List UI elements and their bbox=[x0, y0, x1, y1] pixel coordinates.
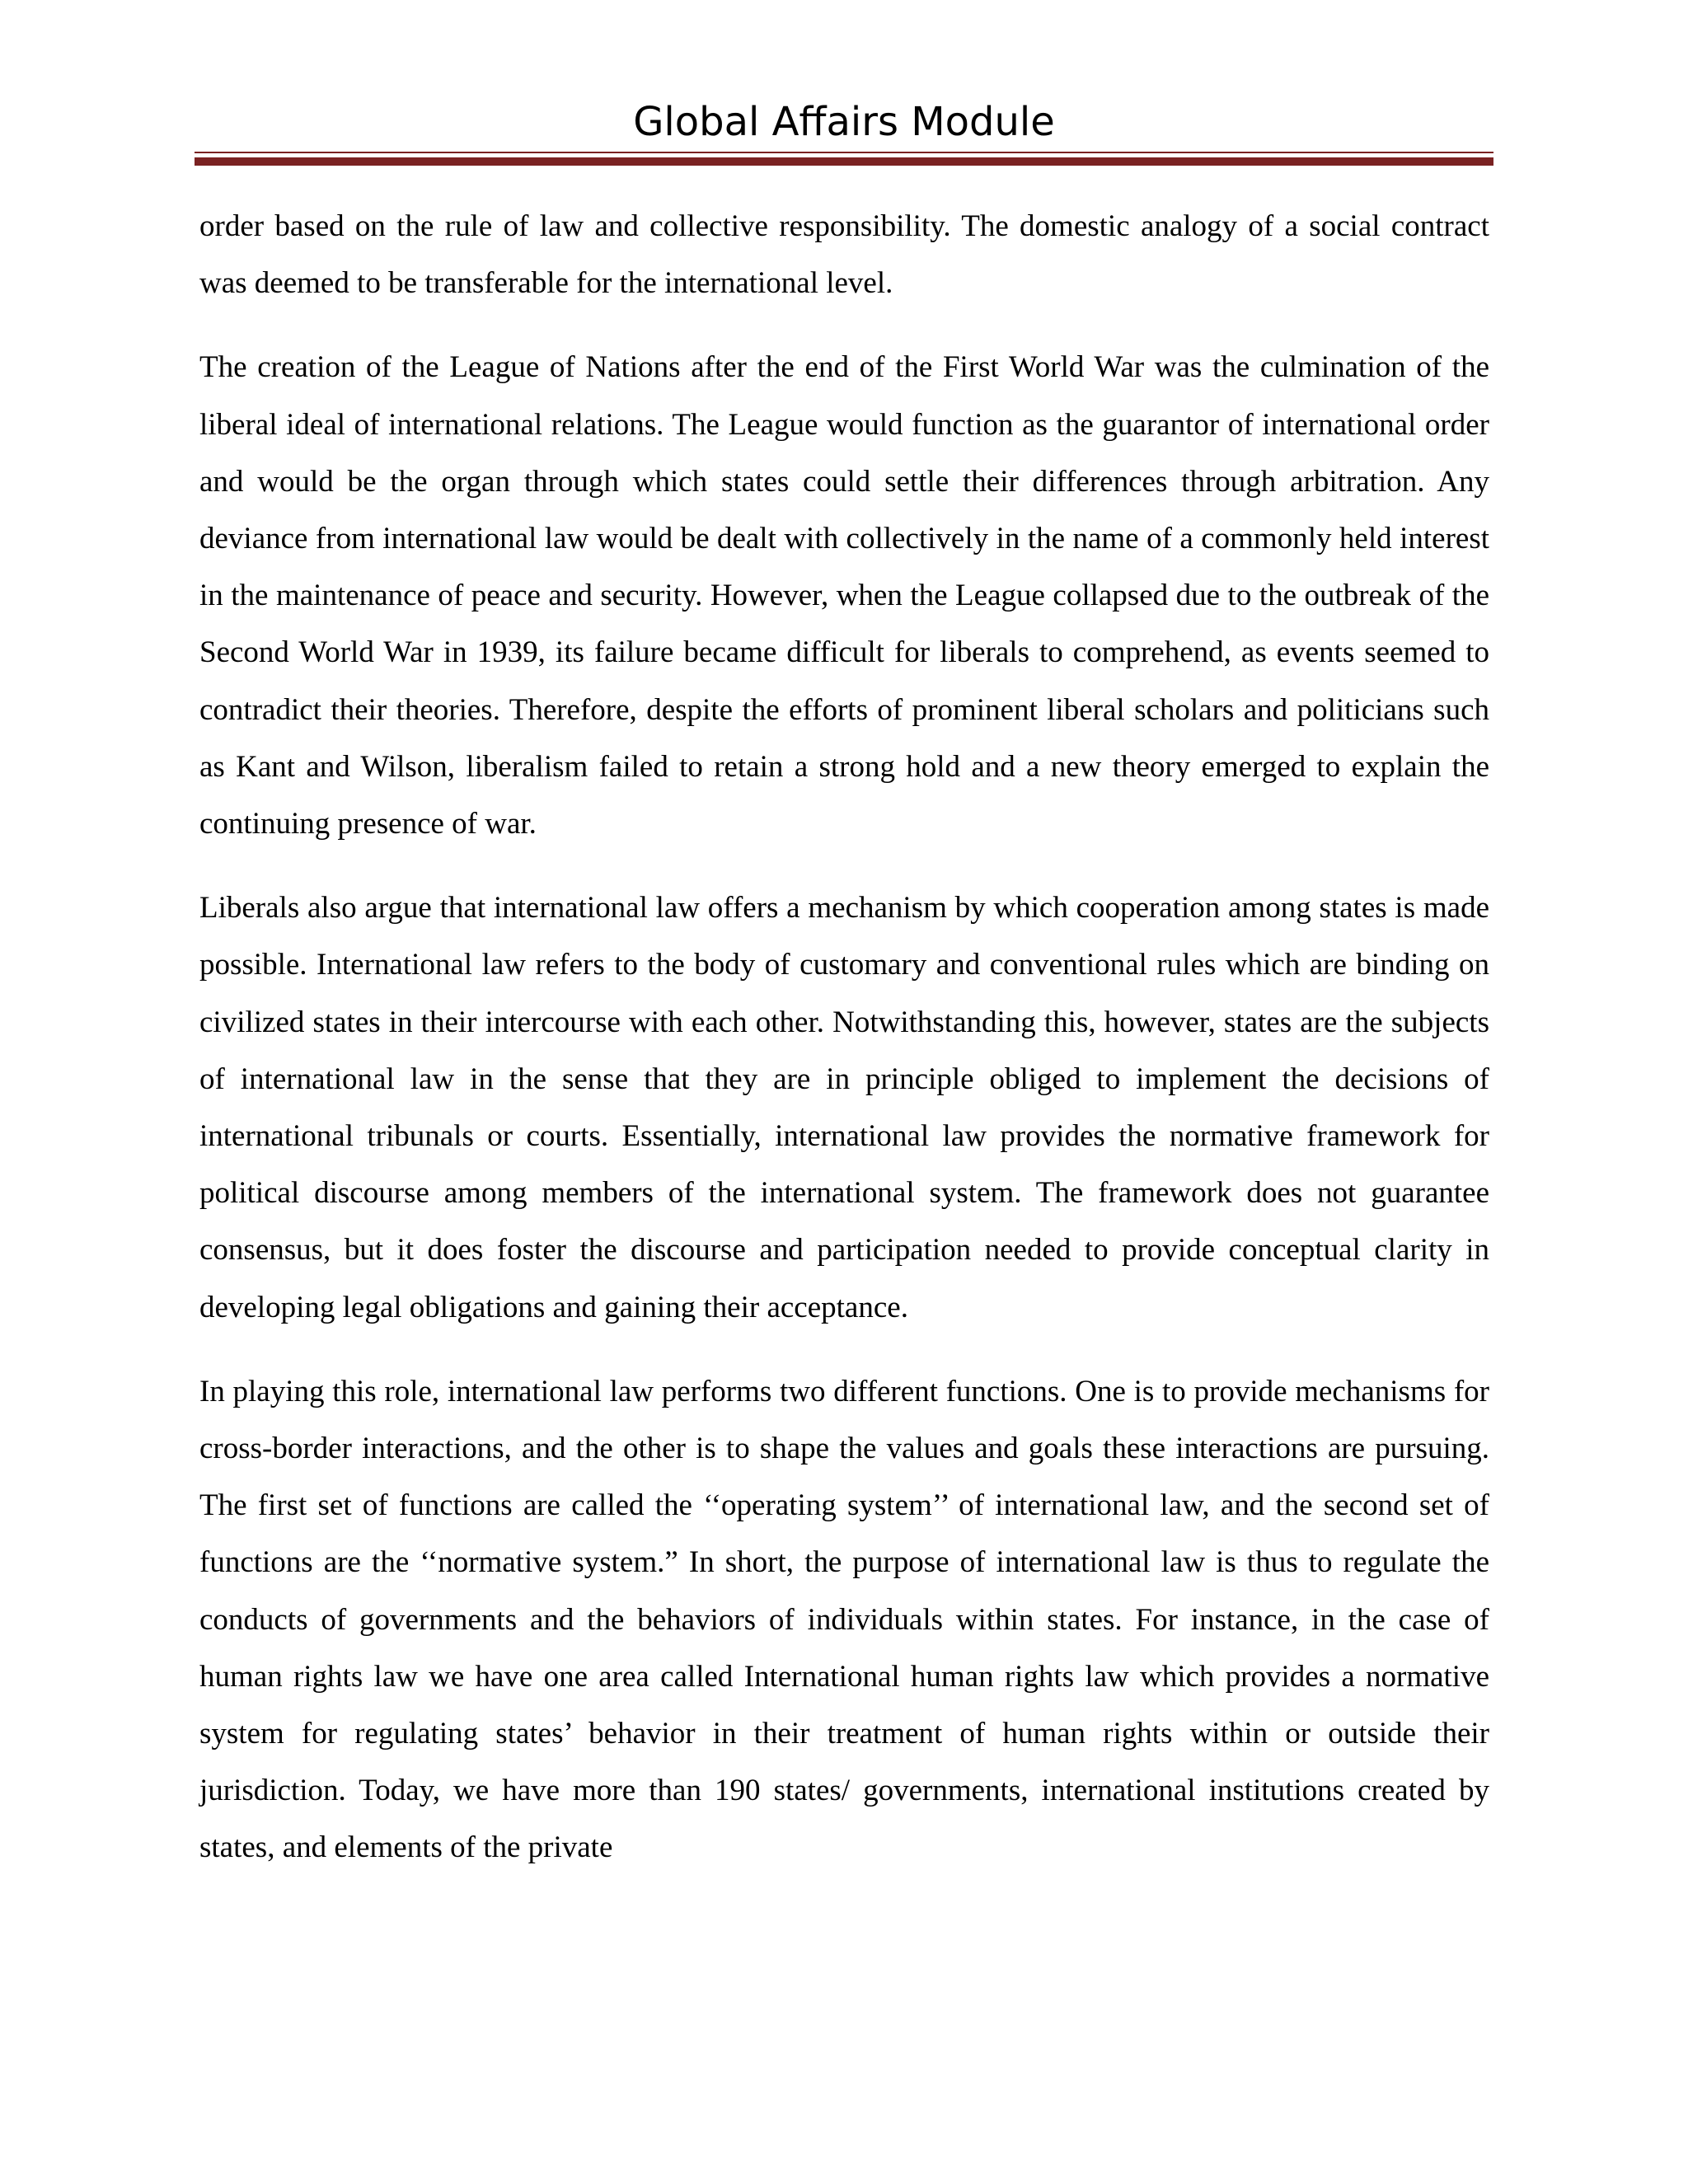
paragraph-1: order based on the rule of law and collective responsibility. The domestic analogy of a social contract was deemed to be transferable for the international level. bbox=[199, 209, 1489, 301]
header-rule-thin bbox=[195, 152, 1493, 153]
header-rule-thick bbox=[195, 157, 1493, 166]
running-header-title: Global Affairs Module bbox=[633, 99, 1055, 145]
body-text bbox=[199, 198, 1489, 1904]
paragraph-3: Liberals also argue that international law offers a mechanism by which cooperation among states is made possible. International law refers to the body of customary and conventional rules which are binding on civilized states in their intercourse with each other. Notwithstanding this, however, states are the subjects of international law in the sense that they are in principle obliged to implement the decisions of international tribunals or courts. Essentially, international law provides the normative framework for political discourse among members of the international system. The framework does not guarantee consensus, but it does foster the discourse and participation needed to provide conceptual clarity in developing legal obligations and gaining their acceptance. bbox=[199, 891, 1489, 1324]
paragraph-2: The creation of the League of Nations after the end of the First World War was the culmination of the liberal ideal of international relations. The League would function as the guarantor of international order and would be the organ through which states could settle their differences through arbitration. Any deviance from international law would be dealt with collectively in the name of a commonly held interest in the maintenance of peace and security. However, when the League collapsed due to the outbreak of the Second World War in 1939, its failure became difficult for liberals to comprehend, as events seemed to contradict their theories. Therefore, despite the efforts of prominent liberal scholars and politicians such as Kant and Wilson, liberalism failed to retain a strong hold and a new theory emerged to explain the continuing presence of war. bbox=[199, 350, 1489, 841]
paragraph-4: In playing this role, international law performs two different functions. One is to provide mechanisms for cross-border interactions, and the other is to shape the values and goals these interactions are pursuing. The first set of functions are called the ‘‘operating system’’ of international law, and the second set of functions are the ‘‘normative system.” In short, the purpose of international law is thus to regulate the conducts of governments and the behaviors of individuals within states. For instance, in the case of human rights law we have one area called International human rights law which provides a normative system for regulating states’ behavior in their treatment of human rights within or outside their jurisdiction. Today, we have more than 190 states/ governments, international institutions created by states, and elements of the private bbox=[199, 1374, 1489, 1865]
